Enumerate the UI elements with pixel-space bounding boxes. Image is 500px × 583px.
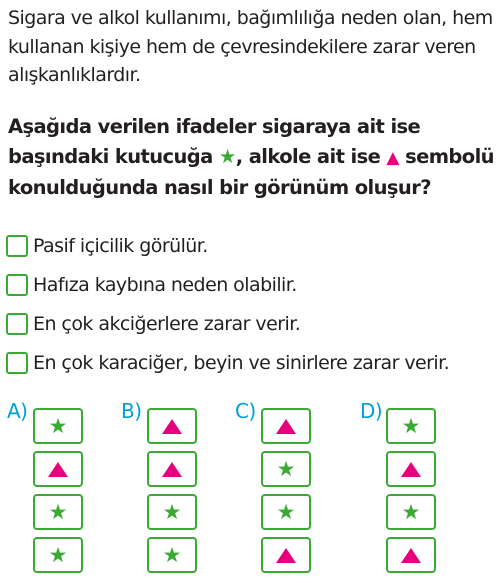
star-icon: ★ — [401, 413, 421, 438]
symbol-box — [147, 537, 197, 573]
star-icon: ★ — [276, 499, 296, 524]
symbol-box — [33, 451, 83, 487]
option-symbol-column — [33, 408, 83, 580]
star-icon: ★ — [48, 499, 68, 524]
star-icon: ★ — [401, 499, 421, 524]
question-part-2: , alkole ait ise — [235, 145, 387, 168]
symbol-box — [33, 494, 83, 530]
triangle-icon — [276, 548, 296, 563]
option-label: D) — [360, 399, 383, 423]
option-label: A) — [7, 399, 28, 423]
answer-options — [0, 400, 500, 583]
statement-text: En çok karaciğer, beyin ve sinirlere zarar verir. — [33, 351, 450, 374]
question-part-3: sembolü konulduğunda nasıl bir görünüm oluşur? — [8, 145, 494, 199]
statement-text: Hafıza kaybına neden olabilir. — [33, 273, 297, 296]
intro-paragraph: Sigara ve alkol kullanımı, bağımlılığa neden olan, hem kullanan kişiye hem de çevresindekilere zarar veren alışkanlıklardır. — [8, 7, 493, 86]
option-symbol-column — [261, 408, 311, 580]
symbol-box — [33, 537, 83, 573]
symbol-box — [147, 494, 197, 530]
symbol-box — [261, 451, 311, 487]
symbol-box — [261, 537, 311, 573]
star-icon: ★ — [48, 413, 68, 438]
symbol-box — [386, 451, 436, 487]
statement-checkbox[interactable] — [6, 274, 28, 296]
symbol-box — [386, 494, 436, 530]
option-symbol-column — [147, 408, 197, 580]
statement-list — [6, 226, 500, 382]
statement-text: En çok akciğerlere zarar verir. — [33, 312, 301, 335]
triangle-icon: ▲ — [386, 148, 399, 168]
star-icon: ★ — [162, 542, 182, 567]
symbol-box — [261, 494, 311, 530]
star-icon: ★ — [276, 456, 296, 481]
option-label: B) — [121, 399, 142, 423]
symbol-box — [147, 451, 197, 487]
option-label: C) — [235, 399, 256, 423]
symbol-box — [261, 408, 311, 444]
statement-checkbox[interactable] — [6, 352, 28, 374]
triangle-icon — [162, 462, 182, 477]
statement-text: Pasif içicilik görülür. — [33, 234, 208, 257]
star-icon: ★ — [48, 542, 68, 567]
star-icon: ★ — [162, 499, 182, 524]
triangle-icon — [48, 462, 68, 477]
triangle-icon — [401, 548, 421, 563]
statement-item — [6, 304, 500, 343]
star-icon: ★ — [218, 145, 236, 168]
statement-checkbox[interactable] — [6, 235, 28, 257]
question-part-1: Aşağıda verilen ifadeler sigaraya ait ise başındaki kutucuğa — [8, 115, 421, 168]
triangle-icon — [276, 419, 296, 434]
symbol-box — [386, 408, 436, 444]
triangle-icon — [162, 419, 182, 434]
triangle-icon — [401, 462, 421, 477]
question-text — [8, 112, 498, 203]
symbol-box — [33, 408, 83, 444]
symbol-box — [386, 537, 436, 573]
statement-checkbox[interactable] — [6, 313, 28, 335]
option-symbol-column — [386, 408, 436, 580]
statement-item — [6, 265, 500, 304]
symbol-box — [147, 408, 197, 444]
statement-item — [6, 226, 500, 265]
statement-item — [6, 343, 500, 382]
